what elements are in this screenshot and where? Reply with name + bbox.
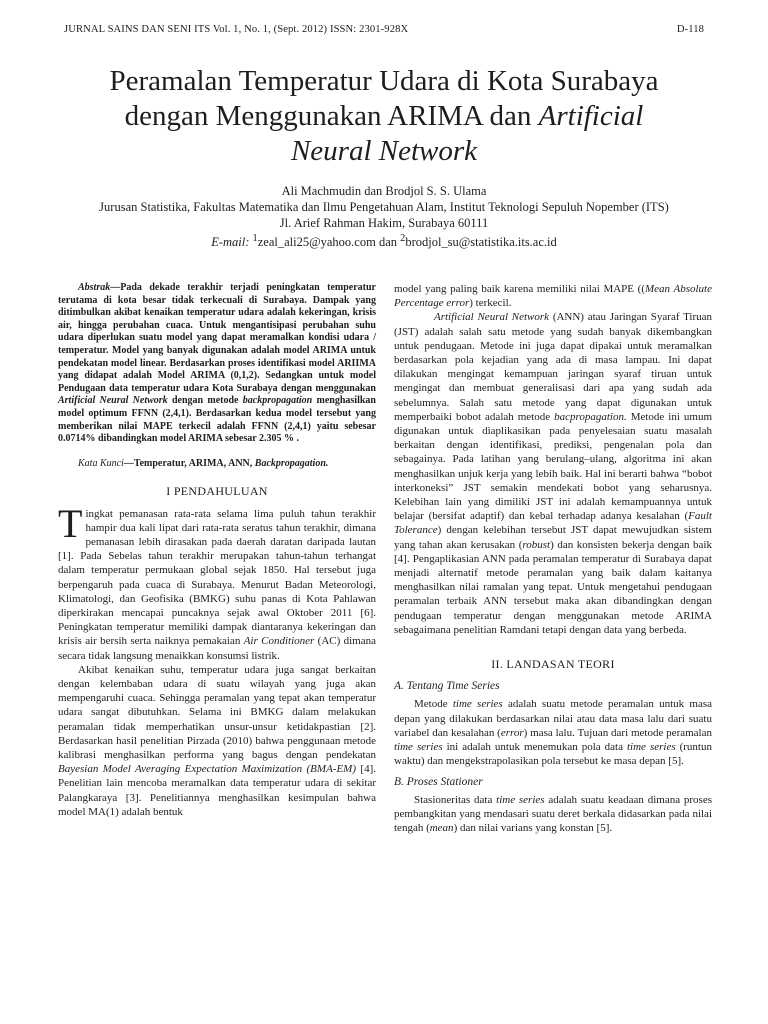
subsection-heading-time-series (394, 679, 712, 693)
right-p1-italic-4: robust (522, 538, 551, 551)
journal-info: JURNAL SAINS DAN SENI ITS Vol. 1, No. 1, (Sept. 2012) ISSN: 2301-928X (64, 24, 409, 35)
intro-p2-text-b: [4]. Penelitian lain mencoba meramalkan data temperatur udara di sekitar Palangkaraya [3]. Penelitiannya menghasilkan kesimpulan bahwa model MA(1) adalah bentuk (58, 763, 376, 818)
right-p1-text-a: (ANN) atau Jaringan Syaraf Tiruan (JST) adalah salah satu metode yang sudah banyak dikembangkan untuk pendugaan. Metode ini juga dapat dipakai untuk meramalkan berdasarkan pola kejadian yang ada di masa lampau. Ini dapat dilakukan mengingat kemampuan jaringan syaraf tiruan untuk mengingat dan membuat generalisasi dari apa yang sudah ada sebelumnya. Salah satu metode yang dapat digunakan untuk memperbaiki bobot adalah metode (394, 311, 712, 423)
email-label: E-mail: (211, 235, 253, 250)
ts-text-b: adalah suatu metode peramalan untuk masa depan yang dilakukan berdasarkan nilai atau data masa lalu dari suatu variabel dan kesalahan ( (394, 698, 712, 739)
ts-italic-2: error (500, 726, 524, 739)
subsection-a-prefix: A. Tentang (394, 680, 447, 693)
abstract-text-3: menghasilkan model optimum FFNN (2,4,1). Berdasarkan kedua model tersebut yang memberikan nilai MAPE terkecil adalah FFNN (2,4,1) yaitu sebesar 0.0714% dibandingkan model ARIMA sebesar 2.305 % . (58, 395, 376, 445)
affiliation: Jurusan Statistika, Fakultas Matematika dan Ilmu Pengetahuan Alam, Institut Teknologi Sepuluh Nopember (ITS) (99, 200, 669, 214)
intro-p2-text-a: Akibat kenaikan suhu, temperatur udara juga sangat berkaitan dengan kelembaban udara di suatu wilayah yang juga akan mempengaruhi cuaca. Sehingga peramalan yang tepat akan temperatur udara sangat dibutuhkan. Selama ini BMKG dalam melakukan peramalan tidak memperhatikan unsur-unsur ketidakpastian [2]. Berdasarkan hasil penelitian Pirzada (2010) bahwa penggunaan metode kalibrasi menghasilkan performa yang bagus dengan pendekatan (58, 663, 376, 761)
ts-text-a: Metode (414, 698, 453, 711)
section-heading-landasan-teori: II. LANDASAN TEORI (491, 657, 615, 672)
right-p0-text-a: model yang paling baik karena memiliki nilai MAPE (( (394, 283, 645, 295)
title-line-2-italic: Artificial (538, 100, 644, 132)
email-1: zeal_ali25@yahoo.com dan (257, 235, 401, 250)
section-heading-pendahuluan: I PENDAHULUAN (166, 484, 268, 499)
drop-cap: T (58, 500, 83, 546)
right-paragraph-1 (394, 310, 712, 637)
keywords-lead: Kata Kunci (78, 457, 124, 469)
subsection-a-italic: Time Series (446, 680, 500, 693)
right-p1-italic-2: bacpropagation. (554, 410, 627, 423)
email-sup-2: 2 (400, 233, 406, 244)
intro-p2-italic: Bayesian Model Averaging Expectation Maximization (BMA-EM) (58, 763, 356, 776)
abstract-italic-2: backpropagation (242, 395, 313, 407)
st-text-b: adalah suatu keadaan dimana proses pembangkitan yang mendasari suatu deret berkala didasarkan pada nilai tengah ( (394, 793, 712, 835)
right-p1-italic-1: Artificial Neural Network (434, 311, 550, 324)
title-line-3: Neural Network (290, 135, 478, 167)
right-column (394, 282, 712, 835)
ts-italic-3: time series (394, 741, 443, 754)
intro-p1-italic: Air Conditioner (243, 635, 315, 648)
email-sup-1: 1 (252, 233, 258, 244)
title-line-2 (60, 99, 708, 134)
ts-text-c: ) masa lalu. Tujuan dari metode peramalan (523, 726, 712, 739)
st-italic-1: time series (496, 793, 545, 806)
email-2: brodjol_su@statistika.its.ac.id (405, 235, 557, 250)
left-column (58, 282, 376, 819)
ts-italic-1: time series (452, 698, 503, 711)
stationer-paragraph (394, 793, 712, 836)
title-line-1: Peramalan Temperatur Udara di Kota Surabaya (109, 65, 659, 97)
st-text-a: Stasioneritas data (414, 793, 497, 806)
abstract-text-1: —Pada dekade terakhir terjadi peningkatan temperatur terutama di kota besar tidak terkecuali di Surabaya. Dampak yang ditimbulkan akibat kenaikan temperatur udara adalah kekeringan, krisis air, hingga perubahan cuaca. Untuk mengantisipasi perubahan suhu udara diperlukan suatu model yang dapat meramalkan kondisi udara / temperatur. Model yang banyak digunakan adalah model ARIMA untuk pendekatan model linear. Berdasarkan proses identifikasi model ARIIMA yang didapat adalah Model ARIMA (0,1,2). Sedangkan untuk model Pendugaan data temperatur udara Kota Surabaya dengan menggunakan (58, 282, 376, 394)
keywords (58, 458, 376, 471)
intro-p1-text-a: ingkat pemanasan rata-rata selama lima puluh tahun terakhir hampir dua kali lipat dari rata-rata seratus tahun terakhir, dimana pemanasan lebih dirasakan pada daerah daratan daripada lautan [1]. Pada Sebelas tahun terakhir merupakan tahun-tahun terhangat dalam temperatur permukaan global sejak 1850. Hal tersebut juga berpengaruh pada cuaca di Surabaya. Menurut Badan Meteorologi, Klimatologi, dan Geofisika (BMKG) suhu panas di Kota Pahlawan diperkirakan mencapai puncaknya sejak awal Oktober 2011 [6]. Peningkatan temperatur memiliki dampak diantaranya kekeringan dan krisis air bersih serta naiknya pemakaian (58, 507, 376, 648)
email-line (40, 231, 728, 250)
paper-title (60, 64, 708, 169)
ts-italic-4: time series (627, 741, 676, 754)
right-p0-italic: Mean Absolute Percentage error (394, 283, 712, 310)
page-number: D-118 (676, 24, 704, 35)
right-p1-text-d: ) dan konsisten bekerja dengan baik [4]. Pengaplikasian ANN pada peramalan temperatur di Surabaya dapat menjadi alternatif metode peramalan yang baik dalam kaitanya menghasilkan nilai ramalan yang tepat. Untuk mengetahui pendugaan peramalan terbaik ANN tersebut maka akan dibandingkan dengan pendugaan temperatur dengan menggunakan metode ARIMA sebagaimana penelitian Ramdani tetapi dengan data yang berbeda. (394, 538, 712, 636)
keywords-italic: Backpropagation. (254, 457, 329, 469)
right-p1-text-c: ) dengan kelebihan tersebut JST dapat mewujudkan sistem yang tahan akan kerusakan ( (394, 524, 712, 551)
author-block (40, 183, 728, 250)
ts-text-e: (runtun waktu) dan mengekstrapolasikan pola tersebut ke masa depan [5]. (394, 741, 712, 768)
intro-paragraph-1 (58, 500, 376, 663)
intro-p1-text-b: (AC) dimana secara tidak langsung menaikkan konsumsi listrik. (58, 635, 376, 662)
author-names: Ali Machmudin dan Brodjol S. S. Ulama (281, 184, 487, 198)
abstract-text-2: dengan metode (167, 395, 243, 407)
intro-paragraph-2 (58, 663, 376, 819)
right-p1-italic-3: Fault Tolerance (394, 510, 712, 537)
st-text-c: ) dan nilai varians yang konstan [5]. (453, 822, 613, 835)
abstract-italic-1: Artificial Neural Network (58, 395, 168, 407)
address: Jl. Arief Rahman Hakim, Surabaya 60111 (279, 216, 489, 230)
title-line-2-normal: dengan Menggunakan ARIMA dan (124, 100, 539, 132)
keywords-text: —Temperatur, ARIMA, ANN, (123, 457, 255, 469)
right-paragraph-0 (394, 282, 712, 310)
right-p1-text-b: Metode ini umum digunakan untuk diaplikasikan pada penyelesaian suatu masalah berkaitan dengan identifikasi, prediksi, pengenalan pola dan sebagainya. Pada latihan yang berulang–ulang, algoritma ini akan menghasilkan unjuk kerja yang lebih baik. Hal ini berarti bahwa “bobot interkoneksi” JST semakin mendekati bobot yang seharusnya. Kelebihan lain yang dimiliki JST ini adalah kemampuannya untuk belajar (bersifat adaptif) dan kebal terhadap adanya kesalahan ( (394, 410, 713, 523)
subsection-heading-proses-stationer: B. Proses Stationer (394, 775, 483, 788)
abstract (58, 282, 376, 446)
right-p0-text-b: ) terkecil. (469, 297, 512, 310)
abstract-lead: Abstrak (78, 282, 111, 293)
st-italic-2: mean (429, 822, 454, 835)
time-series-paragraph (394, 697, 712, 768)
ts-text-d: ini adalah untuk menemukan pola data (442, 741, 627, 754)
